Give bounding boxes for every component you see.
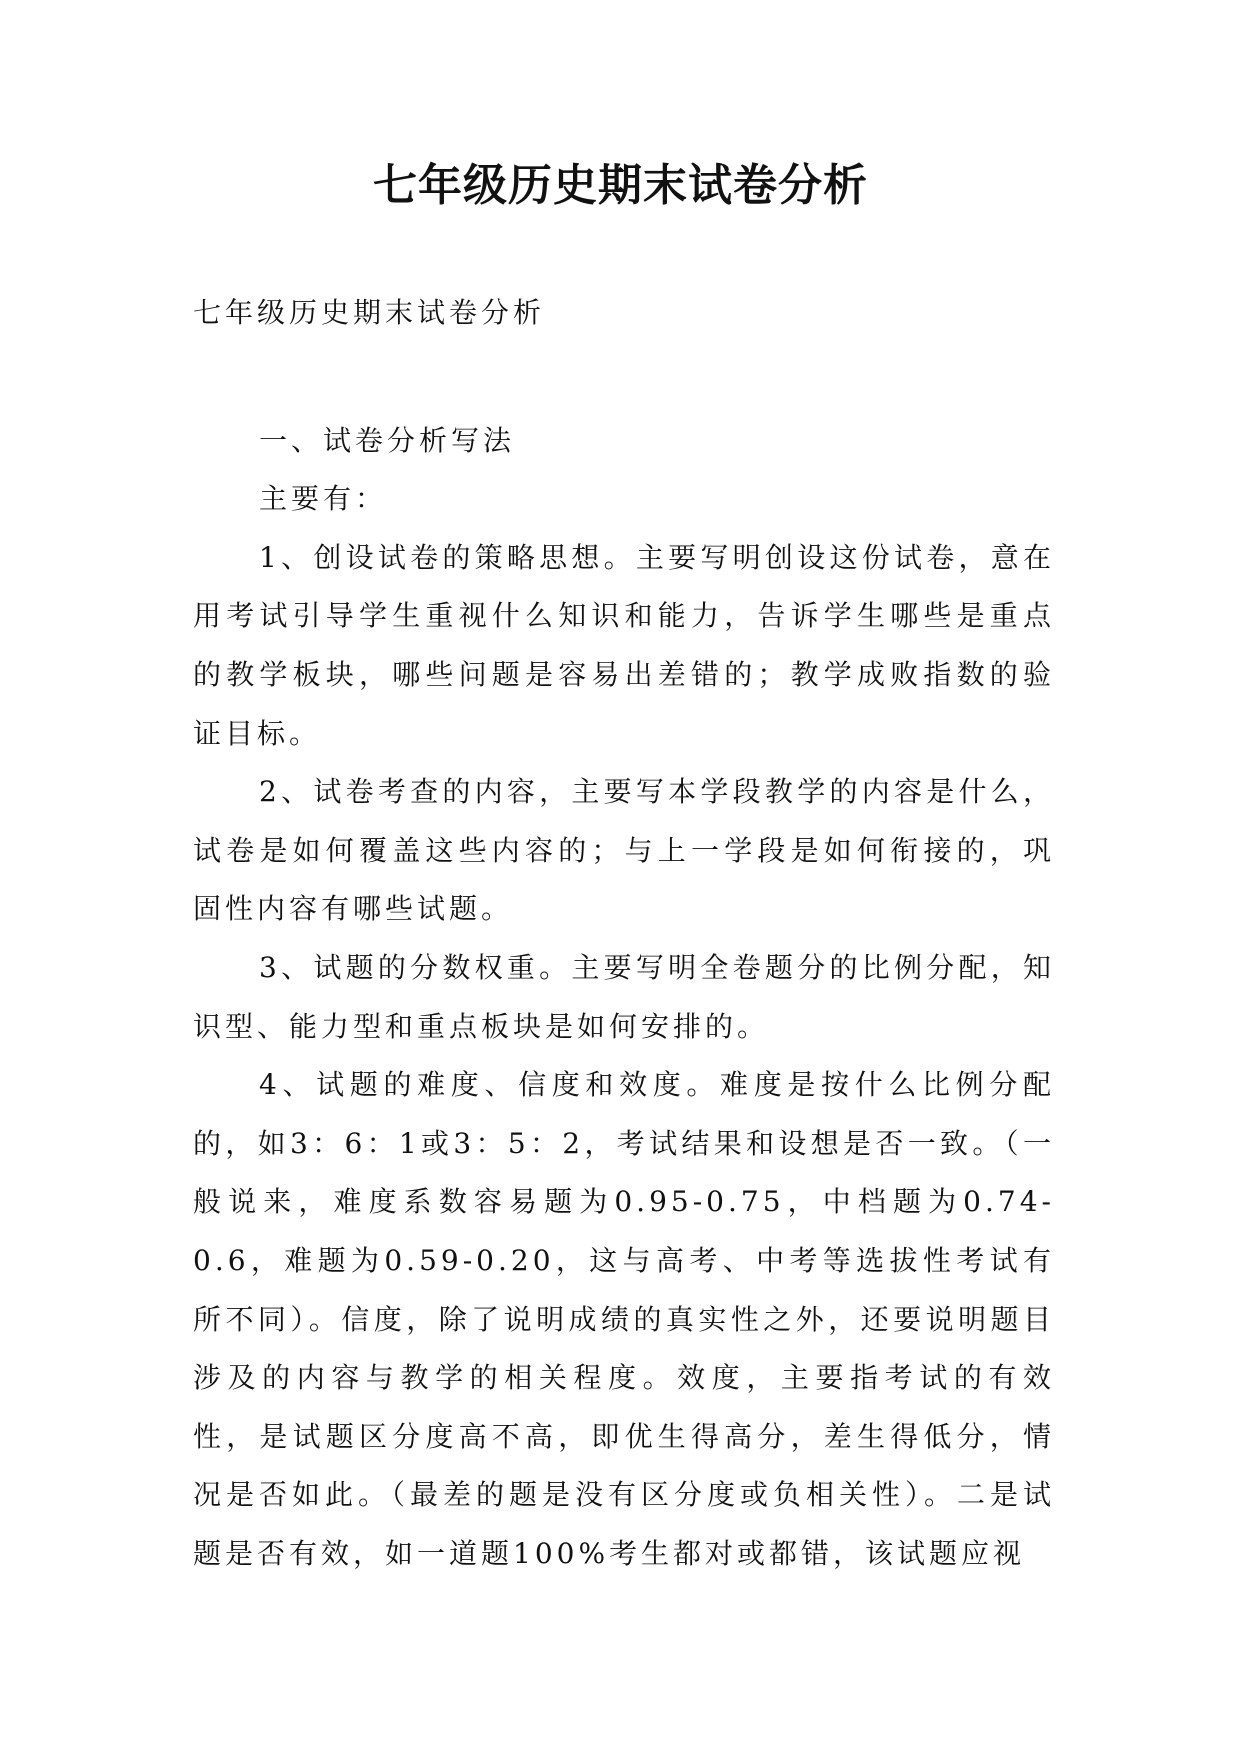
section-spacer [193, 343, 1055, 412]
paragraph-4: 4、试题的难度、信度和效度。难度是按什么比例分配的，如3：6：1或3：5：2，考试结果和设想是否一致。（一般说来，难度系数容易题为0.95-0.75，中档题为0.74-0.6，难题为0.59-0.20，这与高考、中考等选拔性考试有所不同）。信度，除了说明成绩的真实性之外，还要说明题目涉及的内容与教学的相关程度。效度，主要指考试的有效性，是试题区分度高不高，即优生得高分，差生得低分，情况是否如此。（最差的题是没有区分度或负相关性）。二是试题是否有效，如一道题100%考生都对或都错，该试题应视 [193, 1068, 1055, 1570]
paragraph-3: 3、试题的分数权重。主要写明全卷题分的比例分配，知识型、能力型和重点板块是如何安排的。 [193, 950, 1055, 1043]
intro-line: 主要有： [259, 482, 388, 516]
paragraph-1: 1、创设试卷的策略思想。主要写明创设这份试卷，意在用考试引导学生重视什么知识和能力，告诉学生哪些是重点的教学板块，哪些问题是容易出差错的；教学成败指数的验证目标。 [193, 540, 1055, 750]
page-title: 七年级历史期末试卷分析 [373, 160, 868, 211]
paragraph-2: 2、试卷考查的内容，主要写本学段教学的内容是什么，试卷是如何覆盖这些内容的；与上一学段是如何衔接的，巩固性内容有哪些试题。 [193, 775, 1055, 926]
document-body [193, 284, 1055, 1583]
document-subtitle: 七年级历史期末试卷分析 [193, 296, 546, 329]
section-heading: 一、试卷分析写法 [259, 423, 516, 457]
